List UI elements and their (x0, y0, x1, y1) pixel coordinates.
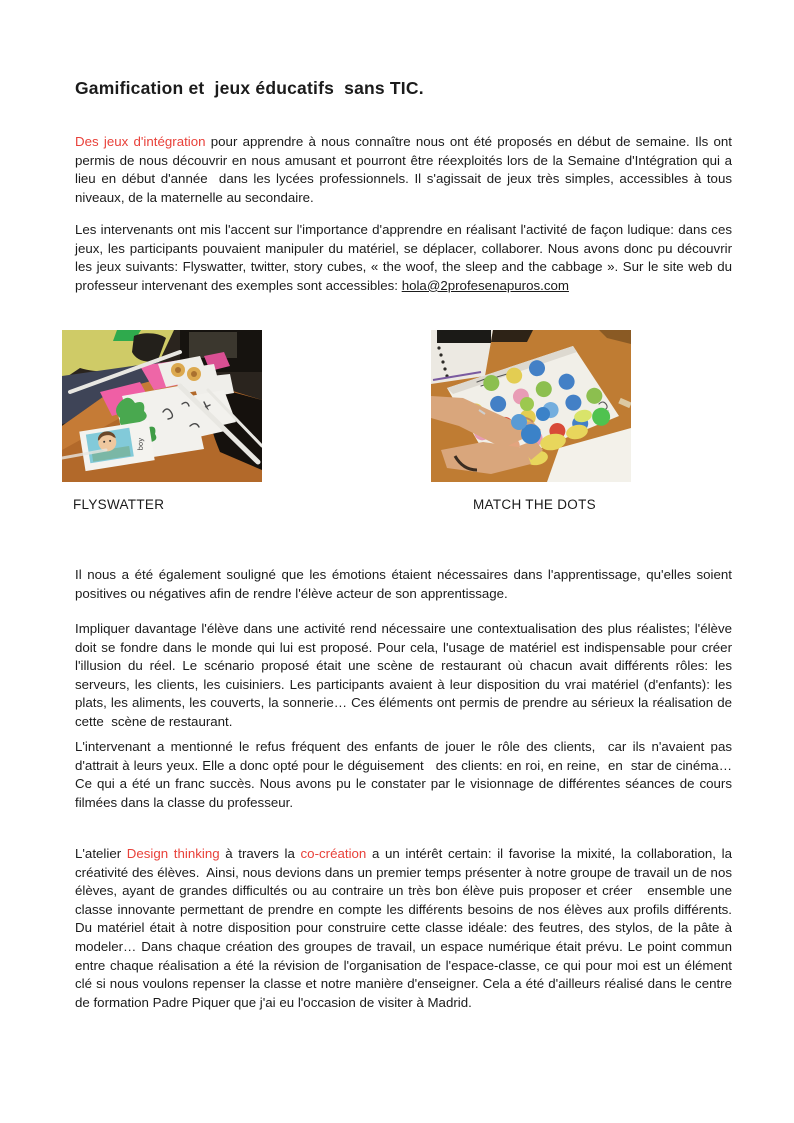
paragraph-deguisement (75, 738, 736, 812)
paragraph-contextualisation-text: Impliquer davantage l'élève dans une activité rend nécessaire une contextualisation des plus réalistes; l'élève doit se fondre dans le monde qui lui est proposé. Pour cela, l'usage de matériel est indispensable pour créer l'illusion du réel. Le scénario proposé était une scène de restaurant où chacun avait différents rôles: les serveurs, les clients, les cuisiniers. Les participants avaient à leur disposition du vrai matériel (d'enfants): les plats, les aliments, les couverts, la sonnerie… Ces éléments ont permis de prendre au sérieux la réalisation de cette scène de restaurant. (75, 621, 736, 729)
paragraph-design-thinking-lead: L'atelier (75, 846, 127, 861)
email-link[interactable]: hola@2profesenapuros.com (401, 277, 569, 293)
page-title: Gamification et jeux éducatifs sans TIC. (75, 78, 424, 98)
caption-flyswatter: FLYSWATTER (73, 497, 165, 512)
highlight-design-thinking: Design thinking (126, 846, 220, 861)
paragraph-contextualisation (75, 620, 736, 732)
flyswatter-photo-illustration (62, 330, 262, 482)
highlight-des-jeux-integration: Des jeux d'intégration (75, 134, 206, 149)
paragraph-design-thinking-mid: à travers la (219, 846, 301, 861)
highlight-co-creation: co-création (300, 846, 367, 861)
match-the-dots-photo-illustration (431, 330, 631, 482)
paragraph-intro (75, 133, 736, 207)
svg-text:boy: boy (136, 437, 145, 451)
paragraph-emotions-text: Il nous a été également souligné que les émotions étaient nécessaires dans l'apprentissage, qu'elles soient positives ou négatives afin de rendre l'élève acteur de son apprentissage. (75, 567, 736, 601)
paragraph-intro-text: pour apprendre à nous connaître nous ont été proposés en début de semaine. Ils ont permis de nous découvrir en nous amusant et pourront être réexploités lors de la Semaine d'Intégration qui a lieu en début d'année dans les lycées professionnels. Il s'agissait de jeux très simples, accessibles à tous niveaux, de la maternelle au secondaire. (75, 134, 736, 205)
match-the-dots-photo (431, 330, 631, 482)
paragraph-deguisement-text: L'intervenant a mentionné le refus fréquent des enfants de jouer le rôle des clients, car ils n'avaient pas d'attrait à leurs yeux. Elle a donc opté pour le déguisement des clients: en roi, en reine, en star de cinéma…Ce qui a été un franc succès. Nous avons pu le constater par le visionnage de différentes séances de cours filmées dans la classe du professeur. (75, 739, 736, 810)
caption-match-the-dots: MATCH THE DOTS (473, 497, 596, 512)
flyswatter-photo (62, 330, 262, 482)
paragraph-intervenants (75, 221, 736, 295)
paragraph-intervenants-text: Les intervenants ont mis l'accent sur l'importance d'apprendre en réalisant l'activité de façon ludique: dans ces jeux, les participants pouvaient manipuler du matériel, se déplacer, collaborer. Nous avons donc pu découvrir les jeux suivants: Flyswatter, twitter, story cubes, « the woof, the sleep and the cabbage ». Sur le site web du professeur intervenant des exemples sont accessibles: (75, 222, 736, 293)
paragraph-design-thinking (75, 845, 736, 1012)
paragraph-emotions (75, 566, 736, 603)
paragraph-design-thinking-text: a un intérêt certain: il favorise la mixité, la collaboration, la créativité des élèves. Ainsi, nous devions dans un premier temps présenter à notre groupe de travail un de nos élèves, ayant de grandes difficultés ou au contraire un très bon élève puis proposer et créer ensemble une classe innovante permettant de prendre en compte les différents besoins de nos élèves aux profils différents. Du matériel était à notre disposition pour construire cette classe idéale: des feutres, des stylos, de la pâte à modeler… Dans chaque création des groupes de travail, un espace numérique était prévu. Le point commun entre chaque réalisation a été la révision de l'organisation de l'espace-classe, ce qui pour moi est un élément clé si nous voulons repenser la classe et notre manière d'enseigner. Cela a été d'ailleurs réalisé dans le centre de formation Padre Piquer que j'ai eu l'occasion de visiter à Madrid. (75, 846, 736, 1010)
